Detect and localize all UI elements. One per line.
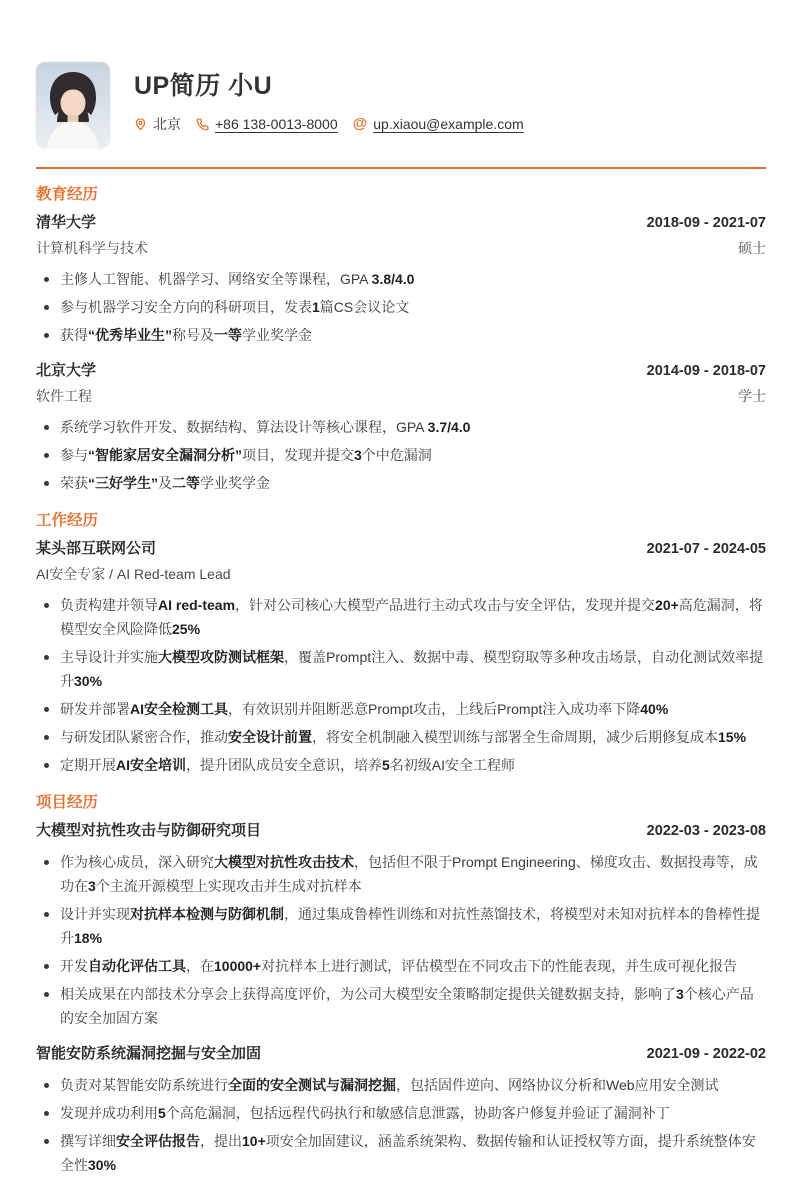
bullet-text: 参与“智能家居安全漏洞分析”项目，发现并提交3个中危漏洞	[60, 447, 432, 463]
resume-header	[36, 62, 766, 148]
entry-date: 2022-03 - 2023-08	[646, 823, 766, 839]
bullet-item	[36, 593, 766, 641]
phone-link[interactable]: +86 138-0013-8000	[215, 116, 338, 132]
bullet-text: 系统学习软件开发、数据结构、算法设计等核心课程，GPA 3.7/4.0	[60, 419, 471, 435]
bullet-item	[36, 753, 766, 777]
profile-photo	[36, 62, 110, 148]
entry-title: 某头部互联网公司	[36, 540, 157, 557]
bullet-item	[36, 902, 766, 950]
entry-subtitle: 计算机科学与技术	[36, 240, 148, 256]
section-entries	[36, 820, 766, 1177]
at-icon: @	[352, 115, 368, 132]
entry-bullets	[36, 850, 766, 1030]
entry-title-row	[36, 360, 766, 382]
bullet-text: 主修人工智能、机器学习、网络安全等课程，GPA 3.8/4.0	[60, 271, 415, 287]
header-text-block	[134, 62, 524, 134]
bullet-item	[36, 954, 766, 978]
bullet-text: 定期开展AI安全培训，提升团队成员安全意识，培养5名初级AI安全工程师	[60, 757, 516, 773]
phone-icon	[196, 118, 209, 131]
entry-bullets	[36, 593, 766, 777]
resume-entry	[36, 212, 766, 347]
resume-entry	[36, 1043, 766, 1177]
location-item	[134, 114, 181, 134]
contact-row	[134, 114, 524, 134]
bullet-item	[36, 323, 766, 347]
bullet-item	[36, 850, 766, 898]
bullet-text: 发现并成功利用5个高危漏洞，包括远程代码执行和敏感信息泄露，协助客户修复并验证了漏洞补丁	[60, 1105, 670, 1121]
entry-title-row	[36, 820, 766, 842]
entry-subtitle: 软件工程	[36, 388, 92, 404]
entry-date: 2021-09 - 2022-02	[646, 1046, 766, 1062]
location-text: 北京	[153, 116, 181, 132]
entry-date: 2018-09 - 2021-07	[646, 215, 766, 231]
email-link[interactable]: up.xiaou@example.com	[373, 116, 524, 132]
bullet-text: 研发并部署AI安全检测工具，有效识别并阻断恶意Prompt攻击，上线后Prompt注入成功率下降40%	[60, 701, 669, 717]
location-pin-icon	[134, 118, 147, 131]
entry-title-row	[36, 1043, 766, 1065]
phone-item	[196, 116, 338, 132]
resume-entry	[36, 360, 766, 495]
bullet-text: 作为核心成员，深入研究大模型对抗性攻击技术，包括但不限于Prompt Engineering、梯度攻击、数据投毒等，成功在3个主流开源模型上实现攻击并生成对抗样本	[60, 854, 758, 894]
bullet-text: 设计并实现对抗样本检测与防御机制，通过集成鲁棒性训练和对抗性蒸馏技术，将模型对未知对抗样本的鲁棒性提升18%	[60, 906, 760, 946]
bullet-item	[36, 1101, 766, 1125]
entry-subtitle: AI安全专家 / AI Red-team Lead	[36, 566, 231, 582]
email-item	[353, 116, 524, 132]
bullet-text: 与研发团队紧密合作，推动安全设计前置，将安全机制融入模型训练与部署全生命周期，减少后期修复成本15%	[60, 729, 747, 745]
sections	[36, 184, 766, 1177]
bullet-text: 主导设计并实施大模型攻防测试框架，覆盖Prompt注入、数据中毒、模型窃取等多种攻击场景，自动化测试效率提升30%	[60, 649, 764, 689]
bullet-text: 撰写详细安全评估报告，提出10+项安全加固建议，涵盖系统架构、数据传输和认证授权等方面，提升系统整体安全性30%	[60, 1133, 756, 1173]
entry-subtitle-row	[36, 564, 766, 585]
bullet-item	[36, 295, 766, 319]
entry-date: 2014-09 - 2018-07	[646, 363, 766, 379]
entry-bullets	[36, 267, 766, 347]
entry-degree: 硕士	[738, 240, 766, 256]
section-entries	[36, 538, 766, 777]
bullet-item	[36, 415, 766, 439]
entry-title: 北京大学	[36, 362, 97, 379]
section-title: 项目经历	[36, 794, 99, 811]
entry-subtitle-row	[36, 238, 766, 259]
resume-entry	[36, 538, 766, 777]
bullet-text: 获得“优秀毕业生”称号及一等学业奖学金	[60, 327, 312, 343]
resume-entry	[36, 820, 766, 1030]
bullet-text: 荣获“三好学生”及二等学业奖学金	[60, 475, 270, 491]
section-entries	[36, 212, 766, 495]
entry-bullets	[36, 415, 766, 495]
entry-date: 2021-07 - 2024-05	[646, 541, 766, 557]
bullet-item	[36, 1073, 766, 1097]
bullet-text: 相关成果在内部技术分享会上获得高度评价，为公司大模型安全策略制定提供关键数据支持，影响了3个核心产品的安全加固方案	[60, 986, 754, 1026]
bullet-item	[36, 697, 766, 721]
entry-bullets	[36, 1073, 766, 1177]
entry-subtitle-row	[36, 386, 766, 407]
section-title: 工作经历	[36, 512, 99, 529]
bullet-text: 参与机器学习安全方向的科研项目，发表1篇CS会议论文	[60, 299, 410, 315]
entry-title: 智能安防系统漏洞挖掘与安全加固	[36, 1045, 262, 1062]
bullet-item	[36, 645, 766, 693]
bullet-item	[36, 471, 766, 495]
bullet-item	[36, 443, 766, 467]
section-title: 教育经历	[36, 186, 99, 203]
entry-title: 大模型对抗性攻击与防御研究项目	[36, 822, 262, 839]
resume-section	[36, 184, 766, 495]
bullet-text: 负责构建并领导AI red-team，针对公司核心大模型产品进行主动式攻击与安全评估，发现并提交20+高危漏洞，将模型安全风险降低25%	[60, 597, 763, 637]
entry-title-row	[36, 212, 766, 234]
bullet-item	[36, 1129, 766, 1177]
profile-photo-illustration	[36, 62, 110, 148]
candidate-name: UP简历 小U	[134, 72, 273, 100]
entry-title-row	[36, 538, 766, 560]
entry-title: 清华大学	[36, 214, 97, 231]
bullet-item	[36, 267, 766, 291]
resume-section	[36, 792, 766, 1177]
entry-degree: 学士	[738, 388, 766, 404]
resume-section	[36, 510, 766, 777]
header-divider	[36, 167, 766, 169]
bullet-item	[36, 725, 766, 749]
bullet-item	[36, 982, 766, 1030]
bullet-text: 开发自动化评估工具，在10000+对抗样本上进行测试，评估模型在不同攻击下的性能表现，并生成可视化报告	[60, 958, 738, 974]
bullet-text: 负责对某智能安防系统进行全面的安全测试与漏洞挖掘，包括固件逆向、网络协议分析和Web应用安全测试	[60, 1077, 719, 1093]
